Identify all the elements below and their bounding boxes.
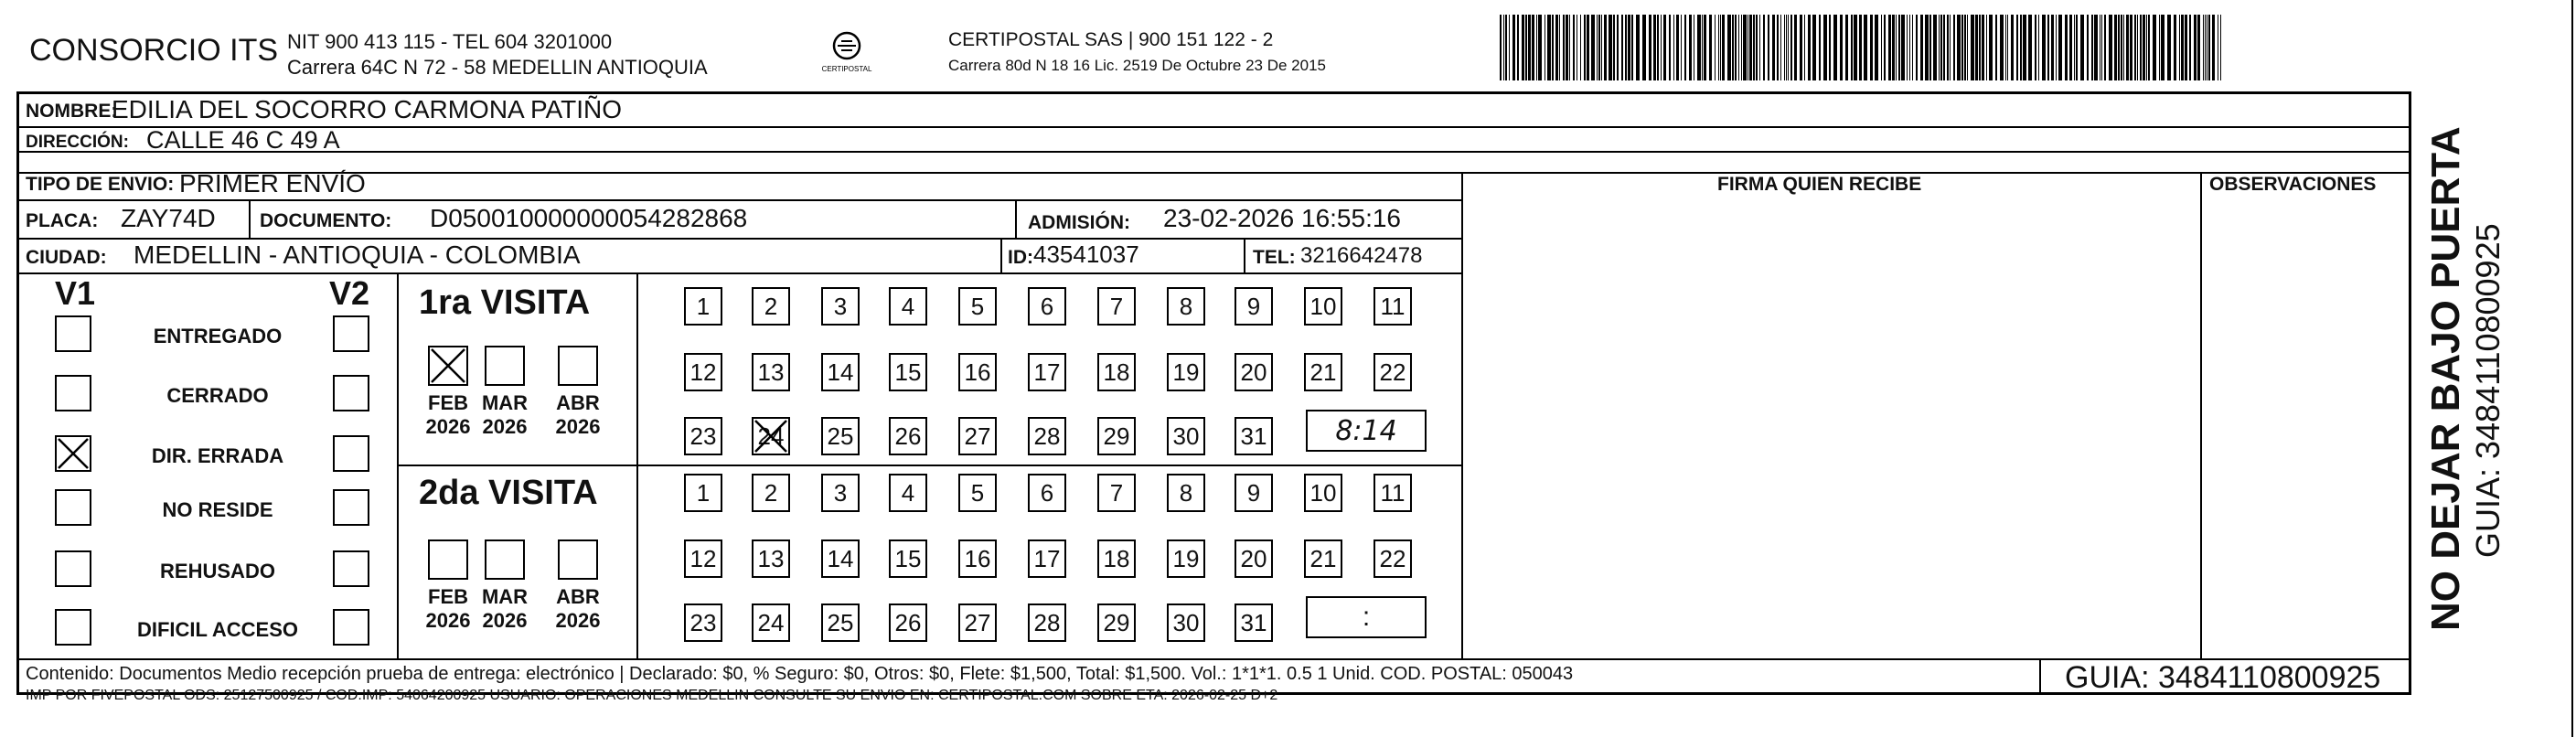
visit2-month-label: [549, 585, 607, 633]
status-v2-checkbox[interactable]: [333, 375, 369, 411]
divider: [16, 658, 2411, 660]
certipostal-logo: [814, 27, 880, 79]
address-line: Carrera 64C N 72 - 58 MEDELLIN ANTIOQUIA: [287, 56, 708, 79]
visit2-month-label: [419, 585, 477, 633]
visit2-day-box[interactable]: 5: [958, 474, 997, 512]
visit2-month-label: [476, 585, 534, 633]
visit2-day-box[interactable]: 29: [1097, 603, 1136, 642]
company-name: CONSORCIO ITS: [29, 33, 279, 68]
divider: [2200, 172, 2202, 658]
visit1-day-box[interactable]: 31: [1235, 417, 1273, 455]
status-v2-checkbox[interactable]: [333, 435, 369, 472]
visit2-month-checkbox[interactable]: [558, 539, 598, 580]
cert-line-2: Carrera 80d N 18 16 Lic. 2519 De Octubre 23 De 2015: [948, 57, 1326, 74]
status-label: ENTREGADO: [153, 325, 283, 347]
check-mark: [55, 435, 91, 472]
ciudad-label: CIUDAD:: [26, 247, 107, 268]
nombre-label: NOMBRE:: [26, 101, 118, 122]
documento-value: D050010000000054282868: [430, 204, 748, 232]
status-v2-checkbox[interactable]: [333, 315, 369, 352]
status-v1-checkbox[interactable]: [55, 375, 91, 411]
id-label: ID:: [1008, 247, 1033, 268]
tipo-envio-value: PRIMER ENVÍO: [179, 169, 366, 198]
visit1-day-box[interactable]: 30: [1167, 417, 1205, 455]
tel-label: TEL:: [1253, 247, 1296, 268]
visit1-day-box[interactable]: 19: [1167, 353, 1205, 391]
month-year: 2026: [425, 609, 471, 632]
placa-label: PLACA:: [26, 210, 99, 231]
form-frame: [16, 91, 2411, 695]
visit2-day-box[interactable]: 22: [1374, 539, 1412, 578]
visit2-day-box[interactable]: 11: [1374, 474, 1412, 512]
divider: [249, 199, 251, 238]
visit1-day-box[interactable]: 22: [1374, 353, 1412, 391]
month-name: FEB: [428, 585, 468, 608]
visit2-month-checkbox[interactable]: [428, 539, 468, 580]
status-v1-checkbox[interactable]: [55, 550, 91, 587]
visit2-day-box[interactable]: 28: [1028, 603, 1066, 642]
divider: [1015, 199, 1017, 238]
month-year: 2026: [555, 609, 601, 632]
visit1-day-box[interactable]: 21: [1304, 353, 1342, 391]
firma-label: FIRMA QUIEN RECIBE: [1717, 174, 1922, 195]
divider: [397, 272, 399, 658]
visit1-month-checkbox[interactable]: [558, 346, 598, 386]
visit1-month-label: [419, 391, 477, 439]
observaciones-label: OBSERVACIONES: [2209, 174, 2377, 195]
footer-guia: GUIA: 3484110800925: [2065, 660, 2381, 695]
visit1-day-box[interactable]: 29: [1097, 417, 1136, 455]
month-name: MAR: [481, 391, 529, 414]
cert-line-1: CERTIPOSTAL SAS | 900 151 122 - 2: [948, 29, 1274, 50]
visit2-day-box[interactable]: 27: [958, 603, 997, 642]
visit1-day-box[interactable]: 10: [1304, 287, 1342, 326]
admision-value: 23-02-2026 16:55:16: [1163, 204, 1401, 232]
visit1-day-box[interactable]: 28: [1028, 417, 1066, 455]
visit2-day-box[interactable]: 15: [889, 539, 927, 578]
visit1-day-box[interactable]: 14: [821, 353, 860, 391]
company-info: [287, 29, 708, 80]
status-v2-checkbox[interactable]: [333, 489, 369, 526]
divider: [16, 272, 1461, 274]
divider: [636, 272, 638, 658]
visit2-day-box[interactable]: 26: [889, 603, 927, 642]
status-v2-checkbox[interactable]: [333, 550, 369, 587]
status-v2-checkbox[interactable]: [333, 609, 369, 646]
v2-header: V2: [329, 274, 370, 312]
visit1-day-box[interactable]: 1: [684, 287, 722, 326]
visit2-day-box[interactable]: 1: [684, 474, 722, 512]
visit1-day-box[interactable]: 4: [889, 287, 927, 326]
visit1-day-box[interactable]: 3: [821, 287, 860, 326]
month-name: ABR: [556, 585, 600, 608]
side-warning: NO DEJAR BAJO PUERTA: [2423, 126, 2468, 631]
visit1-day-box[interactable]: 27: [958, 417, 997, 455]
visit2-day-box[interactable]: 30: [1167, 603, 1205, 642]
divider: [16, 172, 2411, 174]
visit1-time[interactable]: [1306, 410, 1427, 452]
visit2-day-box[interactable]: 18: [1097, 539, 1136, 578]
status-label: CERRADO: [166, 384, 269, 407]
status-v1-checkbox[interactable]: [55, 609, 91, 646]
direccion-value: CALLE 46 C 49 A: [146, 126, 340, 154]
divider: [1461, 172, 1463, 658]
month-year: 2026: [482, 609, 528, 632]
visit2-day-box[interactable]: 3: [821, 474, 860, 512]
visit2-day-box[interactable]: 17: [1028, 539, 1066, 578]
visit2-day-box[interactable]: 24: [752, 603, 790, 642]
month-name: FEB: [428, 391, 468, 414]
svg-text:CERTIPOSTAL: CERTIPOSTAL: [821, 65, 872, 73]
visit2-title: 2da VISITA: [419, 474, 598, 512]
nit-line: NIT 900 413 115 - TEL 604 3201000: [287, 30, 613, 53]
barcode: [1500, 15, 2222, 80]
divider: [1244, 238, 1245, 272]
visit2-day-box[interactable]: 12: [684, 539, 722, 578]
visit1-day-box[interactable]: 26: [889, 417, 927, 455]
footer-contenido: Contenido: Documentos Medio recepción prueba de entrega: electrónico | Declarado: $0, % Seguro: $0, Otros: $0, Flete: $1,500, Total: $1,500. Vol.: 1*1*1. 0.5 1 Unid. COD. POSTAL: 050043: [26, 664, 1574, 684]
visit1-day-box[interactable]: 11: [1374, 287, 1412, 326]
divider: [397, 465, 1461, 466]
visit2-day-box[interactable]: 2: [752, 474, 790, 512]
month-name: MAR: [481, 585, 529, 608]
visit1-month-label: [549, 391, 607, 439]
visit2-day-box[interactable]: 20: [1235, 539, 1273, 578]
visit1-time-text: 8:14: [1335, 414, 1397, 447]
visit1-day-box[interactable]: 20: [1235, 353, 1273, 391]
visit1-day-box[interactable]: 23: [684, 417, 722, 455]
divider: [2039, 658, 2041, 695]
visit2-time[interactable]: [1306, 596, 1427, 638]
visit1-day-box[interactable]: 25: [821, 417, 860, 455]
visit2-day-box[interactable]: 21: [1304, 539, 1342, 578]
visit1-month-label: [476, 391, 534, 439]
visit2-day-box[interactable]: 8: [1167, 474, 1205, 512]
visit2-month-checkbox[interactable]: [485, 539, 525, 580]
visit1-day-box[interactable]: 6: [1028, 287, 1066, 326]
divider: [1000, 238, 1002, 272]
visit1-day-box[interactable]: 18: [1097, 353, 1136, 391]
direccion-label: DIRECCIÓN:: [26, 133, 129, 152]
visit1-day-box[interactable]: 9: [1235, 287, 1273, 326]
visit2-time-text: :: [1362, 602, 1371, 632]
visit1-day-box[interactable]: 24: [752, 417, 790, 455]
visit1-day-box[interactable]: 13: [752, 353, 790, 391]
visit1-day-box[interactable]: 16: [958, 353, 997, 391]
visit1-day-box[interactable]: 2: [752, 287, 790, 326]
visit2-day-box[interactable]: 14: [821, 539, 860, 578]
visit1-day-box[interactable]: 12: [684, 353, 722, 391]
visit1-day-box[interactable]: 8: [1167, 287, 1205, 326]
visit2-day-box[interactable]: 6: [1028, 474, 1066, 512]
visit2-day-box[interactable]: 31: [1235, 603, 1273, 642]
status-label: REHUSADO: [160, 560, 275, 582]
month-year: 2026: [482, 415, 528, 438]
tipo-envio-label: TIPO DE ENVIO:: [26, 174, 175, 195]
visit2-day-box[interactable]: 13: [752, 539, 790, 578]
month-year: 2026: [555, 415, 601, 438]
id-value: 43541037: [1033, 240, 1139, 268]
visit1-month-checkbox[interactable]: [485, 346, 525, 386]
visit2-day-box[interactable]: 9: [1235, 474, 1273, 512]
certipostal-info: [948, 27, 1326, 79]
page-edge: [2571, 0, 2573, 737]
visit1-day-box[interactable]: 7: [1097, 287, 1136, 326]
status-label: NO RESIDE: [162, 498, 273, 521]
divider: [16, 151, 2411, 153]
month-year: 2026: [425, 415, 471, 438]
status-v1-checkbox[interactable]: [55, 489, 91, 526]
placa-value: ZAY74D: [121, 204, 216, 232]
visit2-day-box[interactable]: 10: [1304, 474, 1342, 512]
visit2-day-box[interactable]: 25: [821, 603, 860, 642]
v1-header: V1: [55, 274, 96, 312]
check-mark: [752, 417, 790, 455]
footer-imp: IMP POR FIVEPOSTAL ODS: 25127500925 / COD.IMP: 54064200925 USUARIO: OPERACIONES MEDELLIN CONSULTE SU ENVIO EN: CERTIPOSTAL.COM SOBRE ETA: 2026-02-25 D+2: [26, 688, 1278, 703]
divider: [16, 199, 1461, 201]
divider: [16, 126, 2411, 128]
documento-label: DOCUMENTO:: [260, 210, 392, 231]
ciudad-value: MEDELLIN - ANTIOQUIA - COLOMBIA: [134, 240, 581, 269]
visit2-day-box[interactable]: 19: [1167, 539, 1205, 578]
check-mark: [428, 346, 468, 386]
admision-label: ADMISIÓN:: [1028, 212, 1130, 233]
side-guia: GUIA: 3484110800925: [2469, 223, 2507, 558]
visit2-day-box[interactable]: 4: [889, 474, 927, 512]
month-name: ABR: [556, 391, 600, 414]
divider: [2409, 172, 2410, 658]
status-v1-checkbox[interactable]: [55, 315, 91, 352]
visit1-day-box[interactable]: 15: [889, 353, 927, 391]
tel-value: 3216642478: [1300, 243, 1423, 268]
visit2-day-box[interactable]: 23: [684, 603, 722, 642]
nombre-value: EDILIA DEL SOCORRO CARMONA PATIÑO: [112, 95, 623, 123]
visit1-title: 1ra VISITA: [419, 283, 591, 322]
status-label: DIFICIL ACCESO: [136, 618, 298, 641]
visit2-day-box[interactable]: 7: [1097, 474, 1136, 512]
status-label: DIR. ERRADA: [151, 444, 284, 467]
visit2-day-box[interactable]: 16: [958, 539, 997, 578]
visit1-day-box[interactable]: 5: [958, 287, 997, 326]
visit1-day-box[interactable]: 17: [1028, 353, 1066, 391]
